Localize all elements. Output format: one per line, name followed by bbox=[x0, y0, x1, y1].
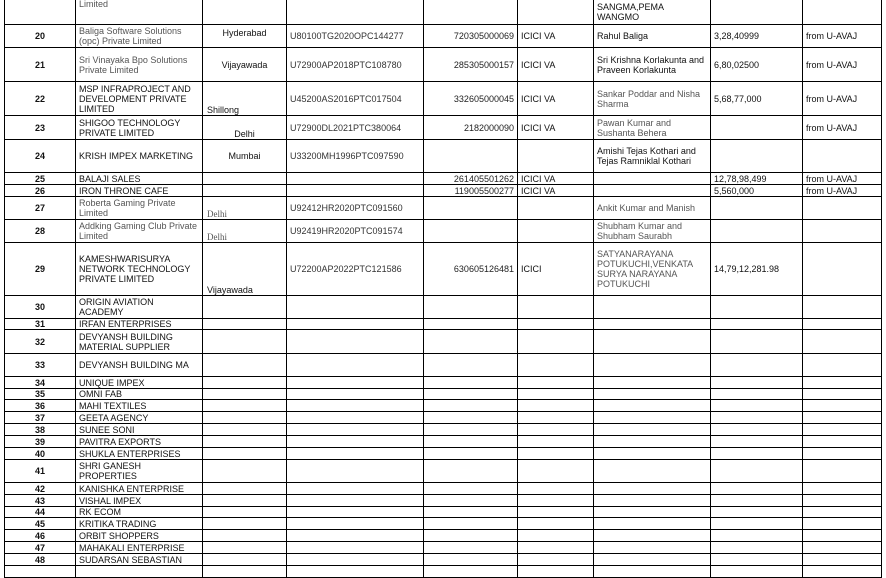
table-row bbox=[5, 530, 882, 542]
company-name: DEVYANSH BUILDING MATERIAL SUPPLIER bbox=[76, 330, 203, 354]
cin bbox=[287, 185, 424, 197]
amount bbox=[711, 197, 803, 220]
row-number: 28 bbox=[5, 220, 76, 243]
table-row bbox=[5, 319, 882, 330]
account-number: 720305000069 bbox=[424, 25, 518, 48]
row-number: 47 bbox=[5, 542, 76, 554]
table-row bbox=[5, 554, 882, 566]
company-name: MAHI TEXTILES bbox=[76, 400, 203, 412]
cin: U45200AS2016PTC017504 bbox=[287, 82, 424, 116]
table-row bbox=[5, 116, 882, 140]
account-number bbox=[424, 197, 518, 220]
source bbox=[803, 140, 882, 173]
city: Delhi bbox=[203, 197, 287, 220]
city: Hyderabad bbox=[203, 25, 287, 48]
city: Delhi bbox=[203, 220, 287, 243]
directors bbox=[594, 185, 711, 197]
row-number: 42 bbox=[5, 483, 76, 495]
table-row bbox=[5, 243, 882, 296]
bank: ICICI VA bbox=[518, 173, 594, 185]
cin: U72900DL2021PTC380064 bbox=[287, 116, 424, 140]
entity-table bbox=[4, 0, 882, 578]
city: Shillong bbox=[203, 82, 287, 116]
table-row bbox=[5, 460, 882, 483]
account-number: 119005500277 bbox=[424, 185, 518, 197]
table-row bbox=[5, 424, 882, 436]
directors: SANGMA,PEMA WANGMO bbox=[594, 0, 711, 25]
row-number: 43 bbox=[5, 495, 76, 507]
bank bbox=[518, 197, 594, 220]
table-row bbox=[5, 448, 882, 460]
source: from U-AVAJ bbox=[803, 25, 882, 48]
company-name: KANISHKA ENTERPRISE bbox=[76, 483, 203, 495]
account-number bbox=[424, 0, 518, 25]
city: Vijayawada bbox=[203, 243, 287, 296]
cin bbox=[287, 0, 424, 25]
bank bbox=[518, 140, 594, 173]
account-number bbox=[424, 220, 518, 243]
cin bbox=[287, 173, 424, 185]
company-name: MAHAKALI ENTERPRISE bbox=[76, 542, 203, 554]
directors: Sankar Poddar and Nisha Sharma bbox=[594, 82, 711, 116]
row-number: 23 bbox=[5, 116, 76, 140]
directors: Rahul Baliga bbox=[594, 25, 711, 48]
row-number: 34 bbox=[5, 377, 76, 389]
account-number: 285305000157 bbox=[424, 48, 518, 82]
row-number: 37 bbox=[5, 412, 76, 424]
row-number: 44 bbox=[5, 507, 76, 518]
table-row bbox=[5, 330, 882, 354]
company-name: Limited bbox=[76, 0, 203, 25]
table-row bbox=[5, 140, 882, 173]
source bbox=[803, 0, 882, 25]
directors bbox=[594, 173, 711, 185]
directors: Sri Krishna Korlakunta and Praveen Korlakunta bbox=[594, 48, 711, 82]
source: from U-AVAJ bbox=[803, 173, 882, 185]
city: Vijayawada bbox=[203, 48, 287, 82]
company-name: Roberta Gaming Private Limited bbox=[76, 197, 203, 220]
source bbox=[803, 197, 882, 220]
company-name: IRFAN ENTERPRISES bbox=[76, 319, 203, 330]
row-number bbox=[5, 566, 76, 578]
company-name: GEETA AGENCY bbox=[76, 412, 203, 424]
bank: ICICI VA bbox=[518, 82, 594, 116]
table-row bbox=[5, 82, 882, 116]
company-name: MSP INFRAPROJECT AND DEVELOPMENT PRIVATE LIMITED bbox=[76, 82, 203, 116]
row-number: 32 bbox=[5, 330, 76, 354]
bank: ICICI bbox=[518, 243, 594, 296]
company-name: SHRI GANESH PROPERTIES bbox=[76, 460, 203, 483]
table-row bbox=[5, 185, 882, 197]
row-number: 46 bbox=[5, 530, 76, 542]
table-row bbox=[5, 436, 882, 448]
city: Mumbai bbox=[203, 140, 287, 173]
table-row bbox=[5, 566, 882, 578]
table-row bbox=[5, 296, 882, 319]
bank: ICICI VA bbox=[518, 25, 594, 48]
account-number: 261405501262 bbox=[424, 173, 518, 185]
source bbox=[803, 220, 882, 243]
table-row bbox=[5, 412, 882, 424]
source bbox=[803, 243, 882, 296]
source: from U-AVAJ bbox=[803, 185, 882, 197]
company-name: Addking Gaming Club Private Limited bbox=[76, 220, 203, 243]
row-number bbox=[5, 0, 76, 25]
company-name: ORBIT SHOPPERS bbox=[76, 530, 203, 542]
row-number: 41 bbox=[5, 460, 76, 483]
directors: Pawan Kumar and Sushanta Behera bbox=[594, 116, 711, 140]
table-row bbox=[5, 542, 882, 554]
table-row bbox=[5, 495, 882, 507]
bank: ICICI VA bbox=[518, 48, 594, 82]
row-number: 45 bbox=[5, 518, 76, 530]
row-number: 48 bbox=[5, 554, 76, 566]
company-name: DEVYANSH BUILDING MA bbox=[76, 354, 203, 377]
row-number: 22 bbox=[5, 82, 76, 116]
table-row bbox=[5, 0, 882, 25]
table-row bbox=[5, 483, 882, 495]
bank bbox=[518, 0, 594, 25]
table-row bbox=[5, 354, 882, 377]
row-number: 33 bbox=[5, 354, 76, 377]
company-name: KRITIKA TRADING bbox=[76, 518, 203, 530]
cin: U33200MH1996PTC097590 bbox=[287, 140, 424, 173]
amount: 14,79,12,281.98 bbox=[711, 243, 803, 296]
directors: Shubham Kumar and Shubham Saurabh bbox=[594, 220, 711, 243]
cin: U72900AP2018PTC108780 bbox=[287, 48, 424, 82]
table-row bbox=[5, 518, 882, 530]
row-number: 31 bbox=[5, 319, 76, 330]
amount: 3,28,40999 bbox=[711, 25, 803, 48]
bank: ICICI VA bbox=[518, 116, 594, 140]
row-number: 26 bbox=[5, 185, 76, 197]
table-row bbox=[5, 220, 882, 243]
company-name: IRON THRONE CAFE bbox=[76, 185, 203, 197]
city bbox=[203, 0, 287, 25]
amount bbox=[711, 0, 803, 25]
city bbox=[203, 185, 287, 197]
company-name: Baliga Software Solutions (opc) Private Limited bbox=[76, 25, 203, 48]
directors: SATYANARAYANA POTUKUCHI,VENKATA SURYA NARAYANA POTUKUCHI bbox=[594, 243, 711, 296]
amount bbox=[711, 116, 803, 140]
company-name: SUNEE SONI bbox=[76, 424, 203, 436]
source: from U-AVAJ bbox=[803, 48, 882, 82]
row-number: 40 bbox=[5, 448, 76, 460]
table-row bbox=[5, 377, 882, 389]
company-name: Sri Vinayaka Bpo Solutions Private Limited bbox=[76, 48, 203, 82]
row-number: 38 bbox=[5, 424, 76, 436]
company-name: RK ECOM bbox=[76, 507, 203, 518]
account-number bbox=[424, 140, 518, 173]
cin: U92419HR2020PTC091574 bbox=[287, 220, 424, 243]
table-row bbox=[5, 173, 882, 185]
cin: U80100TG2020OPC144277 bbox=[287, 25, 424, 48]
company-name: SHUKLA ENTERPRISES bbox=[76, 448, 203, 460]
company-name: VISHAL IMPEX bbox=[76, 495, 203, 507]
table-row bbox=[5, 507, 882, 518]
amount: 12,78,98,499 bbox=[711, 173, 803, 185]
table-row bbox=[5, 25, 882, 48]
directors: Amishi Tejas Kothari and Tejas Ramniklal Kothari bbox=[594, 140, 711, 173]
amount: 5,68,77,000 bbox=[711, 82, 803, 116]
company-name: ORIGIN AVIATION ACADEMY bbox=[76, 296, 203, 319]
bank: ICICI VA bbox=[518, 185, 594, 197]
row-number: 29 bbox=[5, 243, 76, 296]
row-number: 35 bbox=[5, 389, 76, 400]
city bbox=[203, 173, 287, 185]
cin: U72200AP2022PTC121586 bbox=[287, 243, 424, 296]
row-number: 25 bbox=[5, 173, 76, 185]
table-row bbox=[5, 389, 882, 400]
company-name: BALAJI SALES bbox=[76, 173, 203, 185]
company-name: OMNI FAB bbox=[76, 389, 203, 400]
account-number: 332605000045 bbox=[424, 82, 518, 116]
table-row bbox=[5, 197, 882, 220]
amount: 6,80,02500 bbox=[711, 48, 803, 82]
account-number: 630605126481 bbox=[424, 243, 518, 296]
company-name bbox=[76, 566, 203, 578]
company-name: PAVITRA EXPORTS bbox=[76, 436, 203, 448]
source: from U-AVAJ bbox=[803, 116, 882, 140]
directors: Ankit Kumar and Manish bbox=[594, 197, 711, 220]
table-row bbox=[5, 400, 882, 412]
amount: 5,560,000 bbox=[711, 185, 803, 197]
company-name: SUDARSAN SEBASTIAN bbox=[76, 554, 203, 566]
row-number: 27 bbox=[5, 197, 76, 220]
row-number: 30 bbox=[5, 296, 76, 319]
bank bbox=[518, 220, 594, 243]
row-number: 36 bbox=[5, 400, 76, 412]
row-number: 24 bbox=[5, 140, 76, 173]
company-name: KRISH IMPEX MARKETING bbox=[76, 140, 203, 173]
row-number: 21 bbox=[5, 48, 76, 82]
cin: U92412HR2020PTC091560 bbox=[287, 197, 424, 220]
amount bbox=[711, 220, 803, 243]
table-row bbox=[5, 48, 882, 82]
company-name: UNIQUE IMPEX bbox=[76, 377, 203, 389]
row-number: 20 bbox=[5, 25, 76, 48]
company-name: SHIGOO TECHNOLOGY PRIVATE LIMITED bbox=[76, 116, 203, 140]
row-number: 39 bbox=[5, 436, 76, 448]
account-number: 2182000090 bbox=[424, 116, 518, 140]
source: from U-AVAJ bbox=[803, 82, 882, 116]
company-name: KAMESHWARISURYA NETWORK TECHNOLOGY PRIVATE LIMITED bbox=[76, 243, 203, 296]
amount bbox=[711, 140, 803, 173]
city: Delhi bbox=[203, 116, 287, 140]
